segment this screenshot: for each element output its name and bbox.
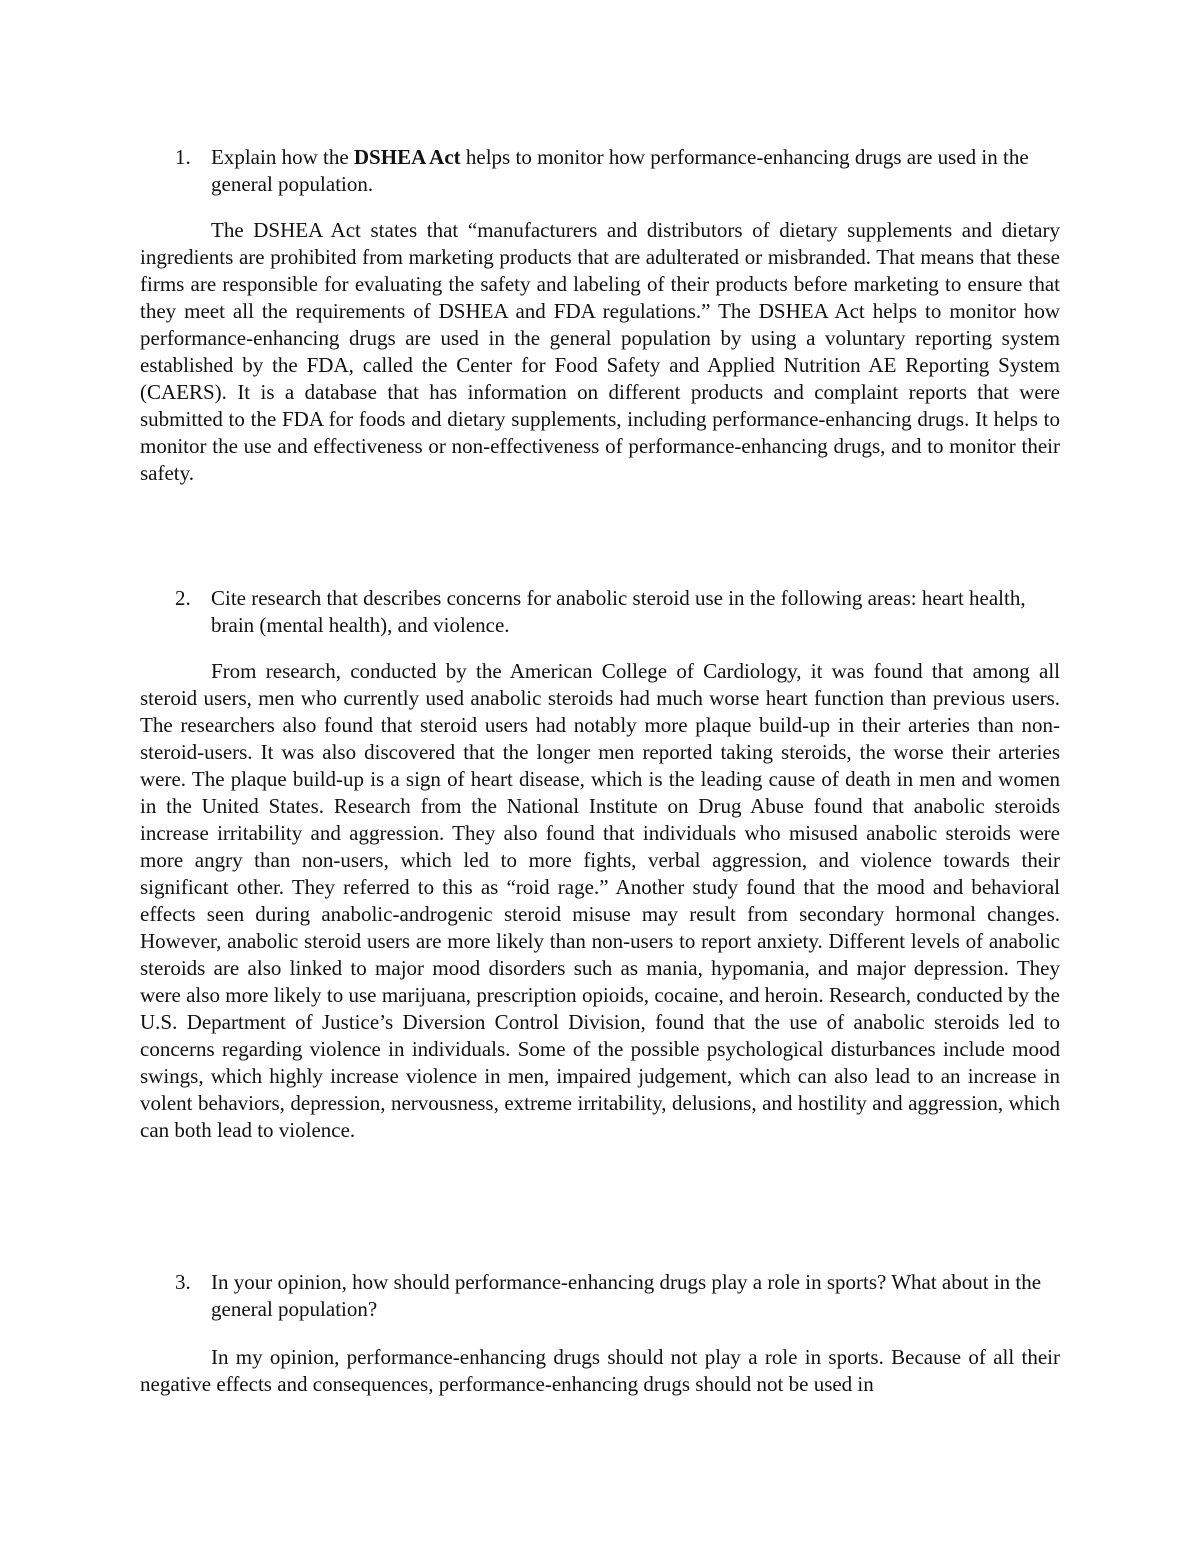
question-number: 2.: [175, 586, 191, 610]
question-text-start: Explain how the: [211, 145, 354, 169]
question-text: In your opinion, how should performance-enhancing drugs play a role in sports? What about in the general population?: [211, 1270, 1042, 1321]
question-text-end: helps to monitor how performance-enhancing drugs are used in the general population.: [211, 145, 1029, 196]
question-text: [211, 144, 1060, 198]
question-bold-term: DSHEA Act: [353, 145, 461, 169]
question-1: [175, 144, 1060, 198]
answer-3: In my opinion, performance-enhancing drugs should not play a role in sports. Because of all their negative effects and consequences, performance-enhancing drugs should not be used in: [140, 1345, 1060, 1396]
question-2: [175, 585, 1060, 639]
question-3: [175, 1269, 1060, 1323]
question-number: 1.: [175, 145, 191, 169]
question-text: Cite research that describes concerns for anabolic steroid use in the following areas: heart health, brain (mental health), and violence.: [211, 586, 1026, 637]
question-number: 3.: [175, 1270, 191, 1294]
answer-2: From research, conducted by the American College of Cardiology, it was found that among all steroid users, men who currently used anabolic steroids had much worse heart function than previous users. The researchers also found that steroid users had notably more plaque build-up in their arteries than non-steroid-users. It was also discovered that the longer men reported taking steroids, the worse their arteries were. The plaque build-up is a sign of heart disease, which is the leading cause of death in men and women in the United States. Research from the National Institute on Drug Abuse found that anabolic steroids increase irritability and aggression. They also found that individuals who misused anabolic steroids were more angry than non-users, which led to more fights, verbal aggression, and violence towards their significant other. They referred to this as “roid rage.” Another study found that the mood and behavioral effects seen during anabolic-androgenic steroid misuse may result from secondary hormonal changes. However, anabolic steroid users are more likely than non-users to report anxiety. Different levels of anabolic steroids are also linked to major mood disorders such as mania, hypomania, and major depression. They were also more likely to use marijuana, prescription opioids, cocaine, and heroin. Research, conducted by the U.S. Department of Justice’s Diversion Control Division, found that the use of anabolic steroids led to concerns regarding violence in individuals. Some of the possible psychological disturbances include mood swings, which highly increase violence in men, impaired judgement, which can also lead to an increase in volent behaviors, depression, nervousness, extreme irritability, delusions, and hostility and aggression, which can both lead to violence.: [140, 659, 1060, 1142]
answer-1: The DSHEA Act states that “manufacturers and distributors of dietary supplements and dietary ingredients are prohibited from marketing products that are adulterated or misbranded. That means that these firms are responsible for evaluating the safety and labeling of their products before marketing to ensure that they meet all the requirements of DSHEA and FDA regulations.” The DSHEA Act helps to monitor how performance-enhancing drugs are used in the general population by using a voluntary reporting system established by the FDA, called the Center for Food Safety and Applied Nutrition AE Reporting System (CAERS). It is a database that has information on different products and complaint reports that were submitted to the FDA for foods and dietary supplements, including performance-enhancing drugs. It helps to monitor the use and effectiveness or non-effectiveness of performance-enhancing drugs, and to monitor their safety.: [140, 218, 1060, 485]
